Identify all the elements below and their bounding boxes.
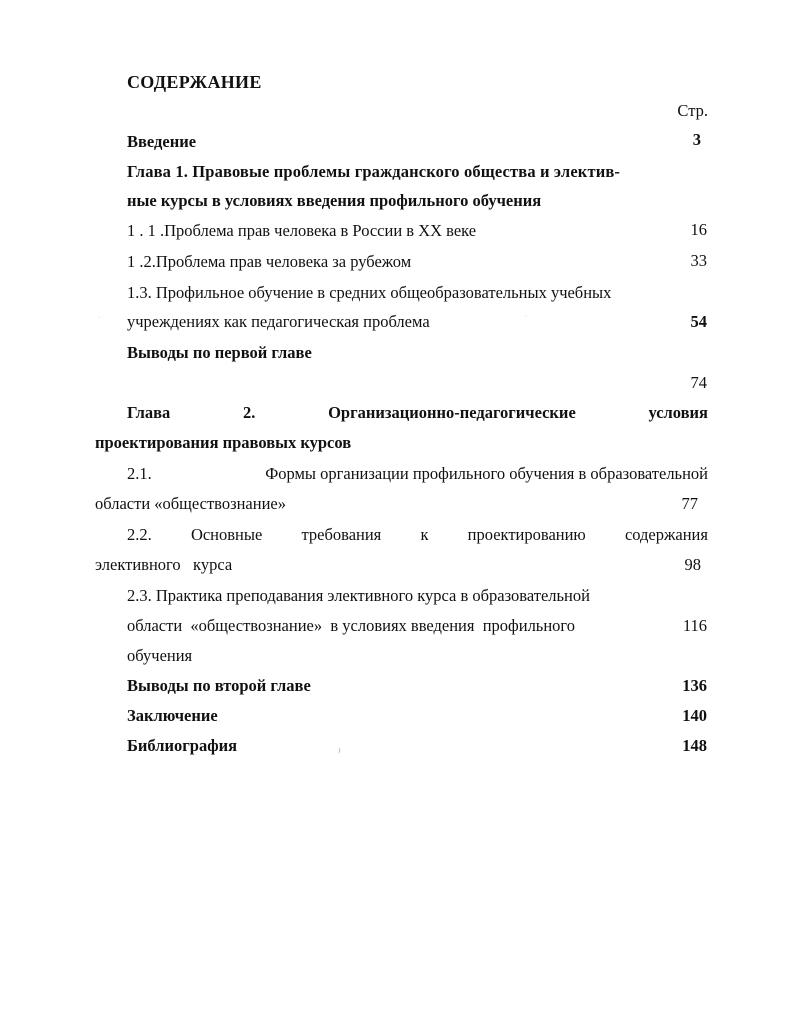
chapter2-heading-word: условия <box>648 403 708 422</box>
toc-item-2-2-word: содержания <box>624 525 708 544</box>
toc-item-2-1-line1: Формы организации профильного обучения в образовательной <box>265 464 708 483</box>
scan-speck: · <box>525 314 527 320</box>
toc-item-2-1-page: 77 <box>681 494 698 513</box>
toc-item-1-2-page: 33 <box>690 251 707 270</box>
page-column-header: Стр. <box>677 101 708 120</box>
scan-speck: · <box>98 315 100 321</box>
chapter1-conclusions-label: Выводы по первой главе <box>127 343 312 362</box>
chapter2-heading-line2: проектирования правовых курсов <box>95 433 352 452</box>
toc-item-1-1-label: 1 . 1 .Проблема прав человека в России в XX веке <box>127 221 477 240</box>
toc-item-1-2-label: 1 .2.Проблема прав человека за рубежом <box>127 252 412 271</box>
toc-item-2-2-word: проектированию <box>467 525 586 544</box>
toc-item-2-1-number: 2.1. <box>127 464 152 483</box>
toc-item-2-2-word: требования <box>301 525 382 544</box>
toc-item-2-2-word: Основные <box>190 525 263 544</box>
toc-bibliography-label: Библиография <box>127 736 238 755</box>
toc-item-2-2-page: 98 <box>684 555 701 574</box>
toc-item-1-3-line2: учреждениях как педагогическая проблема <box>127 312 430 331</box>
toc-item-2-3-page: 116 <box>682 616 707 635</box>
toc-title: СОДЕРЖАНИЕ <box>127 72 262 92</box>
chapter2-heading-word: Глава <box>127 403 171 422</box>
toc-item-1-3-page: 54 <box>690 312 707 331</box>
chapter2-conclusions-page: 136 <box>682 676 707 695</box>
toc-item-2-2-word: к <box>420 525 429 544</box>
scan-speck: ⁾ <box>338 747 341 759</box>
chapter1-heading-line2: ные курсы в условиях введения профильного обучения <box>127 191 542 210</box>
chapter1-conclusions-page: 74 <box>690 373 707 392</box>
toc-conclusion-label: Заключение <box>127 706 218 725</box>
toc-item-2-3-line2: области «обществознание» в условиях введения профильного <box>127 616 576 635</box>
chapter2-conclusions-label: Выводы по второй главе <box>127 676 311 695</box>
chapter2-heading-word: 2. <box>243 403 256 422</box>
toc-item-2-2-line1 <box>127 525 708 545</box>
toc-conclusion-page: 140 <box>682 706 707 725</box>
toc-item-2-2-line2: элективного курса <box>95 555 233 574</box>
toc-item-2-2-word: 2.2. <box>127 525 152 544</box>
toc-bibliography-page: 148 <box>682 736 707 755</box>
toc-intro-page: 3 <box>692 130 701 149</box>
chapter2-heading-line1 <box>127 403 708 423</box>
toc-item-2-1-line2: области «обществознание» <box>95 494 286 513</box>
toc-intro-label: Введение <box>127 132 197 151</box>
toc-item-1-3-line1: 1.3. Профильное обучение в средних общеобразовательных учебных <box>127 283 612 302</box>
chapter1-heading-line1: Глава 1. Правовые проблемы гражданского общества и электив- <box>127 162 621 181</box>
toc-item-1-1-page: 16 <box>690 220 707 239</box>
chapter2-heading-word: Организационно-педагогические <box>328 403 576 422</box>
toc-item-2-3-line1: 2.3. Практика преподавания элективного курса в образовательной <box>127 586 590 605</box>
toc-item-2-3-line3: обучения <box>127 646 193 665</box>
